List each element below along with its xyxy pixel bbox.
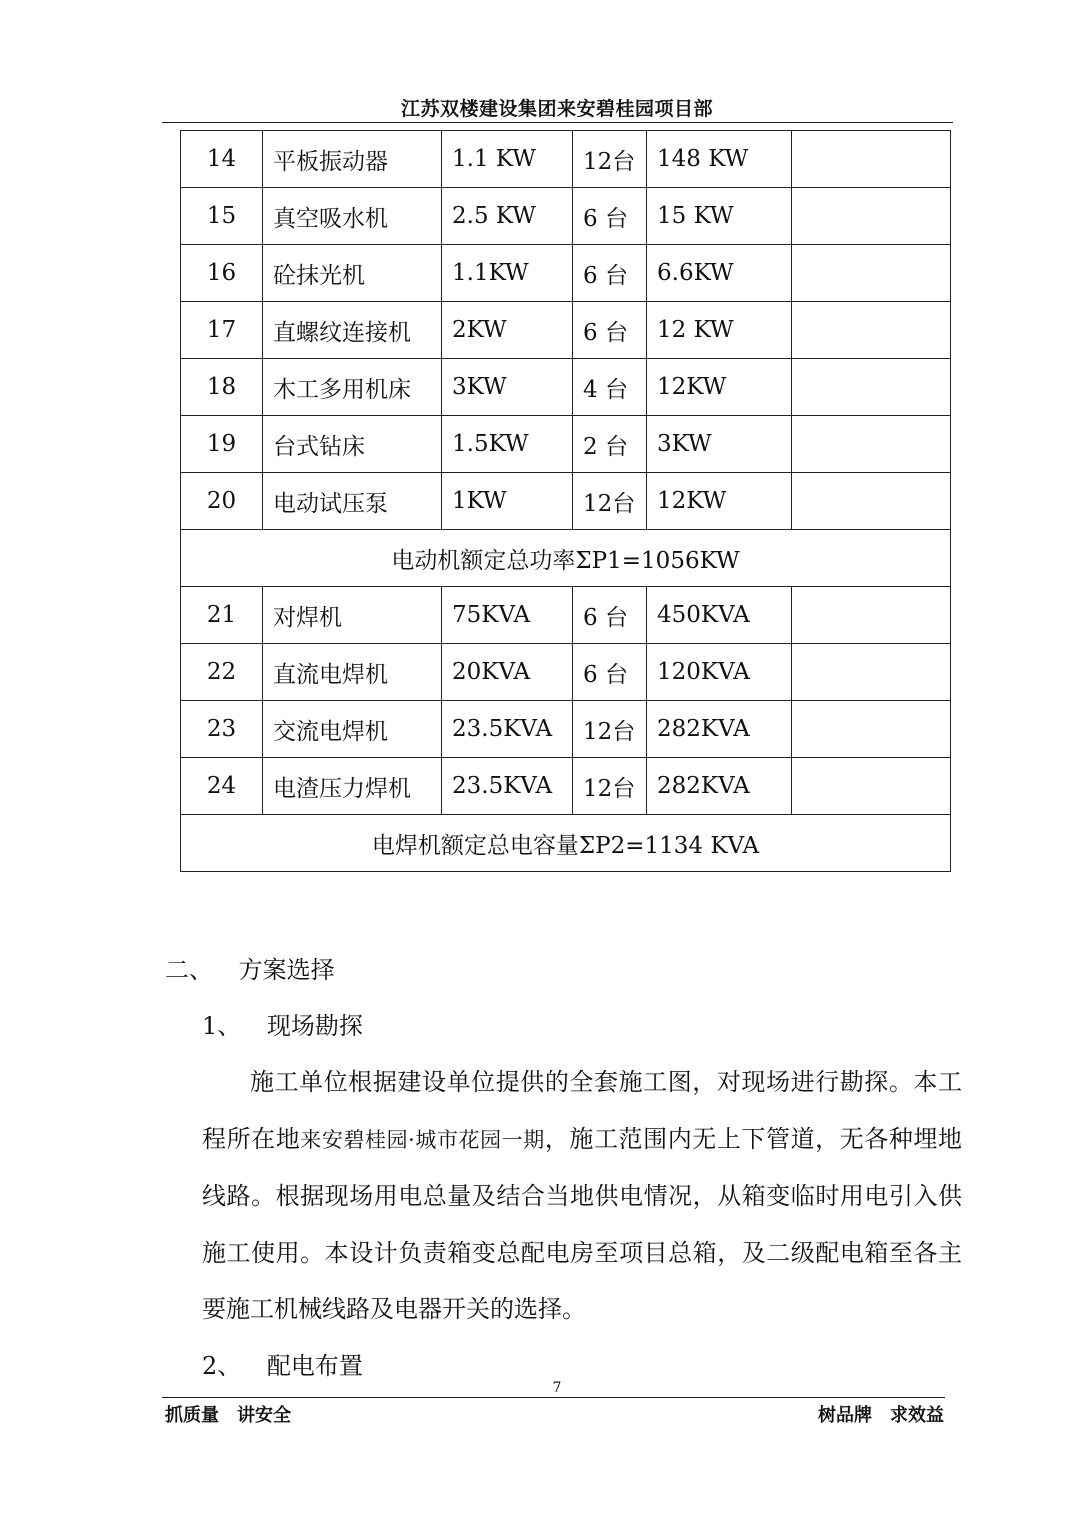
- paragraph-text-1: 施工单位根据建设单位提供的全套施工图，对现场进行勘探。本工程所在地: [202, 1068, 962, 1153]
- cell-remarks: [792, 131, 951, 188]
- body-paragraph: [202, 1054, 962, 1338]
- cell-unit-power: 1.1KW: [442, 245, 573, 302]
- cell-remarks: [792, 701, 951, 758]
- footer-rule: [162, 1397, 945, 1398]
- table-row: [181, 701, 951, 758]
- table-row: [181, 131, 951, 188]
- paragraph-text-2: ，施工范围内无上下管道，无各种埋地线路。根据现场用电总量及结合当地供电情况，从箱变临时用电引入供施工使用。本设计负责箱变总配电房至项目总箱，及二级配电箱至各主要施工机械线路及电器开关的选择。: [202, 1124, 962, 1324]
- subsection-heading: [202, 1006, 363, 1041]
- cell-unit-power: 23.5KVA: [442, 758, 573, 815]
- cell-row-number: 17: [181, 302, 263, 359]
- cell-unit-power: 23.5KVA: [442, 701, 573, 758]
- cell-total-power: 120KVA: [647, 644, 792, 701]
- cell-equipment-name: 电渣压力焊机: [263, 758, 442, 815]
- cell-total-power: 3KW: [647, 416, 792, 473]
- header-rule: [162, 122, 953, 123]
- total-summary-cell: 电动机额定总功率ΣP1=1056KW: [181, 530, 951, 587]
- cell-equipment-name: 对焊机: [263, 587, 442, 644]
- page-header-title: 江苏双楼建设集团来安碧桂园项目部: [400, 98, 713, 120]
- table-row: [181, 587, 951, 644]
- cell-equipment-name: 直流电焊机: [263, 644, 442, 701]
- cell-quantity: 4 台: [573, 359, 647, 416]
- cell-equipment-name: 直螺纹连接机: [263, 302, 442, 359]
- cell-row-number: 24: [181, 758, 263, 815]
- cell-unit-power: 75KVA: [442, 587, 573, 644]
- table-row: [181, 644, 951, 701]
- cell-quantity: 6 台: [573, 188, 647, 245]
- cell-row-number: 20: [181, 473, 263, 530]
- table-row: [181, 416, 951, 473]
- cell-equipment-name: 平板振动器: [263, 131, 442, 188]
- cell-unit-power: 1KW: [442, 473, 573, 530]
- cell-quantity: 6 台: [573, 644, 647, 701]
- cell-remarks: [792, 587, 951, 644]
- subsection-title: 配电布置: [266, 1352, 363, 1380]
- table-row: [181, 188, 951, 245]
- cell-equipment-name: 电动试压泵: [263, 473, 442, 530]
- cell-equipment-name: 木工多用机床: [263, 359, 442, 416]
- cell-remarks: [792, 302, 951, 359]
- cell-total-power: 450KVA: [647, 587, 792, 644]
- cell-quantity: 12台: [573, 701, 647, 758]
- table-total-row: [181, 530, 951, 587]
- cell-remarks: [792, 473, 951, 530]
- equipment-power-table: [180, 130, 951, 872]
- cell-total-power: 12KW: [647, 473, 792, 530]
- cell-total-power: 6.6KW: [647, 245, 792, 302]
- cell-unit-power: 2.5 KW: [442, 188, 573, 245]
- cell-remarks: [792, 188, 951, 245]
- table-row: [181, 473, 951, 530]
- subsection-number: 1、: [202, 1012, 242, 1040]
- cell-unit-power: 2KW: [442, 302, 573, 359]
- total-summary-cell: 电焊机额定总电容量ΣP2=1134 KVA: [181, 815, 951, 872]
- cell-remarks: [792, 245, 951, 302]
- table-row: [181, 245, 951, 302]
- page-number: 7: [552, 1380, 562, 1396]
- cell-unit-power: 3KW: [442, 359, 573, 416]
- subsection-title: 现场勘探: [266, 1012, 363, 1040]
- cell-row-number: 19: [181, 416, 263, 473]
- subsection-heading-2: [202, 1346, 363, 1381]
- cell-row-number: 16: [181, 245, 263, 302]
- cell-quantity: 6 台: [573, 587, 647, 644]
- cell-quantity: 6 台: [573, 302, 647, 359]
- cell-remarks: [792, 416, 951, 473]
- section-title: 方案选择: [238, 956, 335, 984]
- cell-unit-power: 1.5KW: [442, 416, 573, 473]
- paragraph-place: 来安碧桂园·城市花园一期: [300, 1127, 545, 1152]
- table-row: [181, 758, 951, 815]
- section-heading: [165, 950, 335, 985]
- cell-remarks: [792, 359, 951, 416]
- table-total-row: [181, 815, 951, 872]
- cell-equipment-name: 交流电焊机: [263, 701, 442, 758]
- cell-quantity: 12台: [573, 758, 647, 815]
- subsection-number: 2、: [202, 1352, 242, 1380]
- cell-remarks: [792, 644, 951, 701]
- cell-quantity: 12台: [573, 131, 647, 188]
- cell-row-number: 22: [181, 644, 263, 701]
- cell-equipment-name: 真空吸水机: [263, 188, 442, 245]
- cell-row-number: 15: [181, 188, 263, 245]
- cell-row-number: 18: [181, 359, 263, 416]
- table-row: [181, 359, 951, 416]
- cell-row-number: 23: [181, 701, 263, 758]
- cell-row-number: 14: [181, 131, 263, 188]
- cell-total-power: 12 KW: [647, 302, 792, 359]
- cell-remarks: [792, 758, 951, 815]
- cell-quantity: 12台: [573, 473, 647, 530]
- cell-quantity: 6 台: [573, 245, 647, 302]
- cell-total-power: 15 KW: [647, 188, 792, 245]
- cell-total-power: 12KW: [647, 359, 792, 416]
- cell-total-power: 148 KW: [647, 131, 792, 188]
- section-number: 二、: [165, 956, 213, 984]
- cell-total-power: 282KVA: [647, 701, 792, 758]
- footer-left-slogan: 抓质量 讲安全: [165, 1405, 291, 1426]
- cell-row-number: 21: [181, 587, 263, 644]
- cell-unit-power: 20KVA: [442, 644, 573, 701]
- cell-equipment-name: 台式钻床: [263, 416, 442, 473]
- cell-equipment-name: 砼抹光机: [263, 245, 442, 302]
- cell-total-power: 282KVA: [647, 758, 792, 815]
- cell-unit-power: 1.1 KW: [442, 131, 573, 188]
- table-row: [181, 302, 951, 359]
- cell-quantity: 2 台: [573, 416, 647, 473]
- footer-right-slogan: 树品牌 求效益: [818, 1405, 944, 1426]
